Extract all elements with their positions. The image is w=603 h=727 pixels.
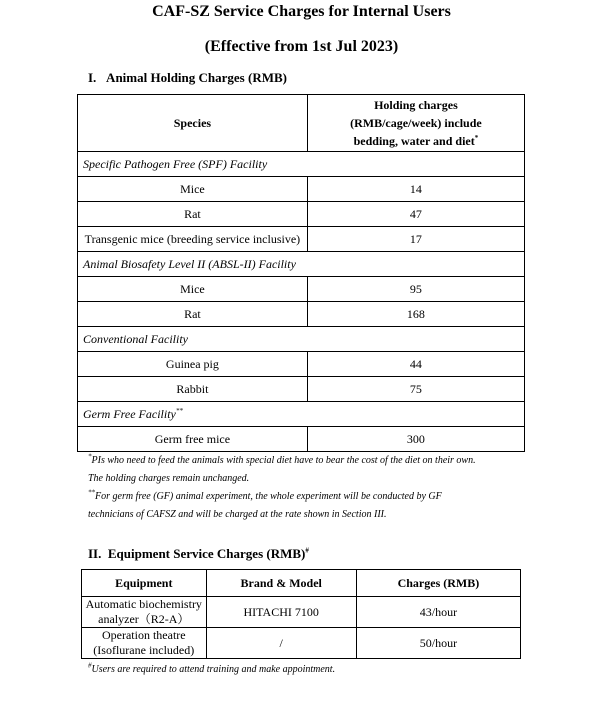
equipment-line-2: (Isoflurane included) [93,643,195,657]
facility-row-spf [78,152,525,177]
header-charges-line-1: Holding charges [374,98,458,112]
facility-name [78,402,525,427]
equipment-footnote-mark: # [88,661,92,670]
equipment-line-2: analyzer（R2-A） [98,612,190,626]
section-2-heading [88,546,309,562]
table-row [82,628,521,659]
section-2-heading-mark: # [305,546,309,555]
species-cell: Mice [78,277,308,302]
facility-row-germ-free [78,402,525,427]
equipment-cell [82,597,207,628]
facility-name: Animal Biosafety Level II (ABSL-II) Facility [78,252,525,277]
footnote-1-mark: * [88,452,92,461]
charge-cell: 17 [307,227,524,252]
header-equipment: Equipment [82,570,207,597]
species-cell: Rat [78,202,308,227]
footnote-1-cont: The holding charges remain unchanged. [88,473,250,484]
facility-row-absl [78,252,525,277]
facility-name: Conventional Facility [78,327,525,352]
table-row [78,352,525,377]
equipment-charges-table [81,569,521,659]
brand-cell: / [206,628,356,659]
footnote-2-line-1: For germ free (GF) animal experiment, the whole experiment will be conducted by GF [95,491,442,502]
charge-cell: 14 [307,177,524,202]
facility-row-conventional [78,327,525,352]
footnote-2-cont: technicians of CAFSZ and will be charged at the rate shown in Section III. [88,509,387,520]
table-row [78,202,525,227]
header-holding-charges [307,95,524,152]
equipment-cell [82,628,207,659]
page-title: CAF-SZ Service Charges for Internal Users [152,3,451,20]
table-header-row [82,570,521,597]
species-cell: Transgenic mice (breeding service inclusive) [78,227,308,252]
section-2-heading-text: II. Equipment Service Charges (RMB) [88,546,306,561]
equipment-footnote [88,661,336,675]
page-subtitle: (Effective from 1st Jul 2023) [204,38,399,55]
charge-cell: 43/hour [356,597,520,628]
footnote-2-mark: ** [88,488,95,497]
species-cell: Guinea pig [78,352,308,377]
table-row [78,277,525,302]
header-brand-model: Brand & Model [206,570,356,597]
table-row [78,227,525,252]
header-charges-footnote-mark: * [474,134,479,142]
table-header-row [78,95,525,152]
species-cell: Germ free mice [78,427,308,452]
charge-cell: 47 [307,202,524,227]
table-row [78,377,525,402]
equipment-line-1: Automatic biochemistry [85,597,202,611]
section-1-heading: I. Animal Holding Charges (RMB) [88,70,287,85]
brand-cell: HITACHI 7100 [206,597,356,628]
header-charges-line-3: bedding, water and diet [353,134,475,148]
footnote-2 [88,488,518,506]
equipment-line-1: Operation theatre [101,628,186,642]
equipment-footnote-text: Users are required to attend training and make appointment. [91,664,336,675]
holding-charges-table [77,94,525,452]
charge-cell: 168 [307,302,524,327]
header-charges-line-2: (RMB/cage/week) include [350,116,482,130]
header-charges: Charges (RMB) [356,570,520,597]
holding-footnotes [88,452,518,524]
table-row [82,597,521,628]
charge-cell: 300 [307,427,524,452]
table-row [78,177,525,202]
table-row [78,427,525,452]
charge-cell: 44 [307,352,524,377]
header-species: Species [78,95,308,152]
facility-footnote-mark: ** [175,406,183,415]
species-cell: Mice [78,177,308,202]
footnote-1 [88,452,518,470]
charge-cell: 95 [307,277,524,302]
charge-cell: 50/hour [356,628,520,659]
table-row [78,302,525,327]
facility-name-text: Germ Free Facility [83,406,176,421]
footnote-1-line-1: PIs who need to feed the animals with special diet have to bear the cost of the diet on their own. [91,455,476,466]
facility-name: Specific Pathogen Free (SPF) Facility [78,152,525,177]
species-cell: Rabbit [78,377,308,402]
species-cell: Rat [78,302,308,327]
charge-cell: 75 [307,377,524,402]
